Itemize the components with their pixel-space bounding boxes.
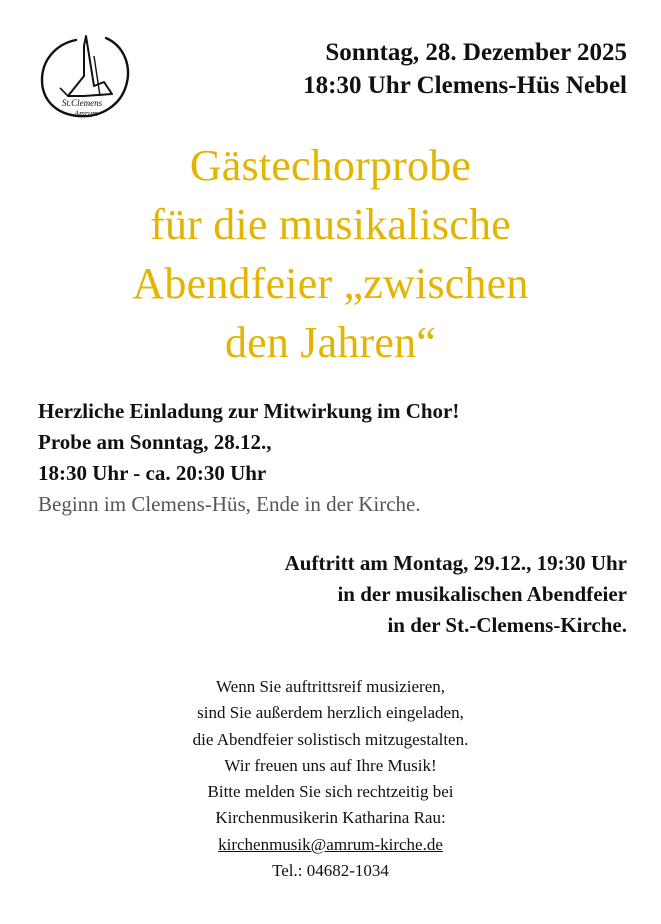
- performance-line-3: in der St.-Clemens-Kirche.: [387, 613, 627, 637]
- performance-line-1: Auftritt am Montag, 29.12., 19:30 Uhr: [284, 551, 627, 575]
- phone-number: Tel.: 04682-1034: [272, 861, 389, 881]
- event-time-place: 18:30 Uhr Clemens-Hüs Nebel: [303, 72, 627, 99]
- invitation-line-4: Beginn im Clemens-Hüs, Ende in der Kirche.: [38, 492, 421, 516]
- note-line-2: sind Sie außerdem herzlich eingeladen,: [197, 703, 464, 723]
- note-line-5: Bitte melden Sie sich rechtzeitig bei: [207, 782, 454, 802]
- performance-block: [285, 548, 627, 641]
- note-line-4: Wir freuen uns auf Ihre Musik!: [224, 755, 437, 775]
- event-date: Sonntag, 28. Dezember 2025: [325, 39, 627, 66]
- headline-line-2: für die musikalische: [150, 200, 511, 249]
- st-clemens-amrum-logo: [38, 26, 134, 126]
- invitation-line-1: Herzliche Einladung zur Mitwirkung im Chor!: [38, 399, 460, 423]
- headline-line-4: den Jahren“: [224, 318, 437, 367]
- email-link[interactable]: kirchenmusik@amrum-kirche.de: [218, 834, 443, 854]
- event-header: [303, 36, 627, 102]
- invitation-line-3: 18:30 Uhr - ca. 20:30 Uhr: [38, 461, 267, 485]
- headline-line-3: Abendfeier „zwischen: [132, 259, 529, 308]
- note-line-3: die Abendfeier solistisch mitzugestalten.: [192, 729, 469, 749]
- headline-line-1: Gästechorprobe: [189, 141, 472, 190]
- logo-text-bottom: Amrum: [74, 109, 98, 118]
- soloist-note: [0, 674, 661, 884]
- invitation-line-2: Probe am Sonntag, 28.12.,: [38, 430, 272, 454]
- logo-text-top: St.Clemens: [61, 98, 103, 108]
- note-line-1: Wenn Sie auftrittsreif musizieren,: [215, 677, 445, 696]
- note-line-6: Kirchenmusikerin Katharina Rau:: [215, 808, 446, 828]
- performance-line-2: in der musikalischen Abendfeier: [337, 582, 627, 606]
- headline: [0, 136, 661, 372]
- invitation-block: [38, 396, 459, 520]
